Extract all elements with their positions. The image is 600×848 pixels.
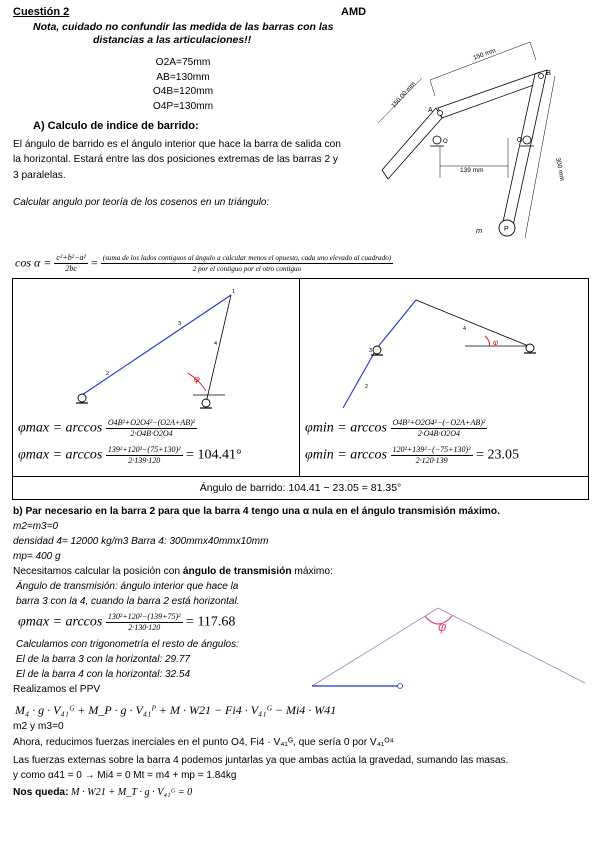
phi-max-result: = 104.41° (186, 447, 242, 463)
phi-max-frac-1 (106, 418, 197, 439)
transmission-phi: φ (438, 619, 447, 634)
label-o4: O (517, 137, 523, 144)
diagram-phi-max (70, 285, 270, 415)
phi-min-result: = 23.05 (476, 447, 520, 463)
left-bar-2-label: 2 (106, 371, 110, 377)
phi-max-num-2: 139²+120²−(75+130)² (107, 445, 181, 454)
need-bold: ángulo de transmisión (182, 566, 292, 577)
cosine-rhs-fraction (101, 253, 393, 274)
masses-line: m2=m3=0 (13, 521, 59, 532)
dimensions-list (138, 56, 228, 114)
need-line (13, 566, 333, 577)
phi-min-label-1: φmin = arccos (305, 420, 387, 436)
note-line-2: distancias a las articulaciones!! (93, 34, 252, 46)
queda-bold: Nos queda: (13, 787, 69, 798)
phi-min-num-1: O4B²+O2O4²−(−O2A+AB)² (392, 418, 486, 427)
box-divider (299, 278, 300, 476)
need-pre: Necesitamos calcular la posición con (13, 566, 183, 577)
phi-max-b-frac (106, 612, 183, 633)
phi-max-num-1: O4B²+O2O4²−(O2A+AB)² (107, 418, 196, 427)
section-a-heading: A) Calculo de indice de barrido: (33, 120, 199, 132)
dim-left: 150.00 mm (390, 80, 418, 110)
phi-min-den-1: 2·O4B·O2O4 (417, 429, 460, 438)
trans-line-1: Ángulo de transmisión: ángulo interior que hace la (16, 581, 239, 592)
pivot-left-o4 (200, 399, 212, 408)
section-a-line-1: El ángulo de barrido es el ángulo interior que hace la barra de salida con (13, 139, 341, 150)
diagram-phi-min (335, 290, 545, 415)
dimension-o4b: O4B=120mm (152, 86, 214, 98)
label-mp: m (476, 226, 483, 235)
trans-line-2: barra 3 con la 4, cuando la barra 2 está horizontal. (16, 596, 240, 607)
phi-min-symbol: φ (493, 338, 499, 347)
pivot-left-o2 (76, 394, 88, 403)
phi-max-formula-1 (18, 418, 197, 439)
phi-max-b-num: 130²+120²−(139+75)² (107, 612, 181, 621)
mp-line: mp= 400 g (13, 551, 61, 562)
left-bar-3-label: 3 (178, 321, 182, 327)
note-line-1: Nota, cuidado no confundir las medida de las barras con las (33, 21, 334, 33)
inertia-line: Ahora, reducimos fuerzas inerciales en el punto O4, Fi4 · V₄₁ᴳ, que sería 0 por V₄₁ᴼ⁴ (13, 737, 394, 748)
section-b-heading: b) Par necesario en la barra 2 para que la barra 4 tengo una α nula en el ángulo transmisión máximo. (13, 506, 500, 517)
label-a: A (428, 107, 433, 114)
dimension-o4p: O4P=130mm (152, 100, 214, 112)
queda-eq: M · W21 + M_T · g · V₄₁ᴳ = 0 (68, 787, 193, 798)
mechanism-diagram (380, 28, 595, 248)
external-line: Las fuerzas externas sobre la barra 4 podemos juntarlas ya que ambas actúa la gravedad, sumando las masas. (13, 755, 509, 766)
cosine-den: 2bc (65, 264, 77, 273)
trig-line: Calculamos con trigonometría el resto de ángulos: (16, 639, 239, 650)
phi-max-den-1: 2·O4B·O2O4 (130, 429, 173, 438)
phi-max-frac-2 (106, 445, 183, 466)
left-bar-1-label: 1 (232, 289, 236, 295)
cosine-num: c²+b²−a² (56, 253, 86, 262)
right-bar-2-label: 2 (365, 384, 369, 390)
dimension-o2a: O2A=75mm (155, 57, 211, 68)
cosine-law: cos α = $\frac{\text{c²+b²−a²}}{2bc}$ = (suma de los lados contiguos al ángulo a calcular menos el opuesto, cada uno elevado al cuadrado) 2 por el contiguo por el otro contiguo (15, 253, 392, 273)
label-o2: O (443, 139, 448, 145)
phi-max-label-1: φmax = arccos (18, 420, 103, 436)
author-label: AMD (341, 6, 367, 18)
label-p: P (504, 226, 509, 233)
phi-min-label-2: φmin = arccos (305, 447, 387, 463)
need-post: máximo: (291, 566, 333, 577)
cosine-note: Calcular angulo por teoría de los cosenos en un triángulo: (13, 197, 270, 208)
dimension-ab: AB=130mm (156, 71, 210, 83)
phi-max-formula-2 (18, 445, 242, 466)
box-bottom-divider (12, 476, 589, 477)
phi-max-b-den: 2·130·120 (128, 623, 161, 632)
section-a-line-3: 3 paralelas. (13, 169, 66, 181)
phi-min-num-2: 120²+139²−(−75+130)² (392, 445, 471, 454)
bar4-line: El de la barra 4 con la horizontal: 32.54 (16, 669, 190, 680)
ppv-line: Realizamos el PPV (13, 684, 101, 695)
como-line: y como α41 = 0 → Mi4 = 0 Mt = m4 + mp = 1.84kg (13, 770, 237, 781)
left-bar-4-label: 4 (214, 341, 218, 347)
phi-max-symbol: φ (194, 374, 200, 384)
bar-o2a (382, 108, 442, 179)
pivot-right-o4 (524, 344, 536, 353)
phi-min-frac-1 (391, 418, 488, 439)
phi-max-b-result: = 117.68 (186, 614, 236, 630)
phi-max-den-2: 2·139·120 (128, 456, 161, 465)
right-bar-4-label: 4 (463, 326, 467, 332)
pivot-right-o2 (371, 346, 383, 355)
phi-max-b-formula (18, 612, 235, 633)
phi-min-den-2: 2·120·139 (415, 456, 448, 465)
page-title: Cuestión 2 (13, 6, 70, 18)
dim-bottom: 139 mm (460, 167, 484, 174)
cosine-rhs-num: (suma de los lados contiguos al ángulo a calcular menos el opuesto, cada uno elevado al cuadrado) (102, 254, 392, 262)
dim-right: 300 mm (554, 157, 566, 182)
density-line: densidad 4= 12000 kg/m3 Barra 4: 300mmx40mmx10mm (13, 536, 269, 547)
right-bar-3-label: 3 (369, 348, 373, 354)
cosine-fraction (54, 253, 88, 274)
phi-max-b-label: φmax = arccos (18, 614, 103, 630)
queda-line (13, 787, 192, 798)
diagram-transmission (300, 598, 590, 698)
barrido-result: Ángulo de barrido: 104.41 − 23.05 = 81.35° (199, 482, 402, 494)
pivot-o2 (430, 136, 444, 146)
cosine-lhs: cos α = (15, 255, 52, 270)
section-a-paragraph (13, 137, 341, 183)
bar3-line: El de la barra 3 con la horizontal: 29.77 (16, 654, 190, 665)
phi-min-formula-1 (305, 418, 487, 439)
cosine-rhs-den: 2 por el contiguo por el otro contiguo (192, 265, 302, 273)
dim-top: 150 mm (472, 47, 497, 62)
label-b: B (546, 68, 552, 77)
phi-max-label-2: φmax = arccos (18, 447, 103, 463)
m23-line: m2 y m3=0 (13, 721, 64, 732)
phi-min-frac-2 (391, 445, 473, 466)
ppv-equation: M₄ · g · V₄₁ᴳ + M_P · g · V₄₁ᴾ + M · W21 − Fi4 · V₄₁ᴳ − Mi4 · W41 (15, 703, 337, 717)
section-a-line-2: la horizontal. Estará entre las dos posiciones extremas de las barras 2 y (13, 154, 339, 166)
bar-ab (438, 72, 542, 118)
phi-min-formula-2 (305, 445, 519, 466)
